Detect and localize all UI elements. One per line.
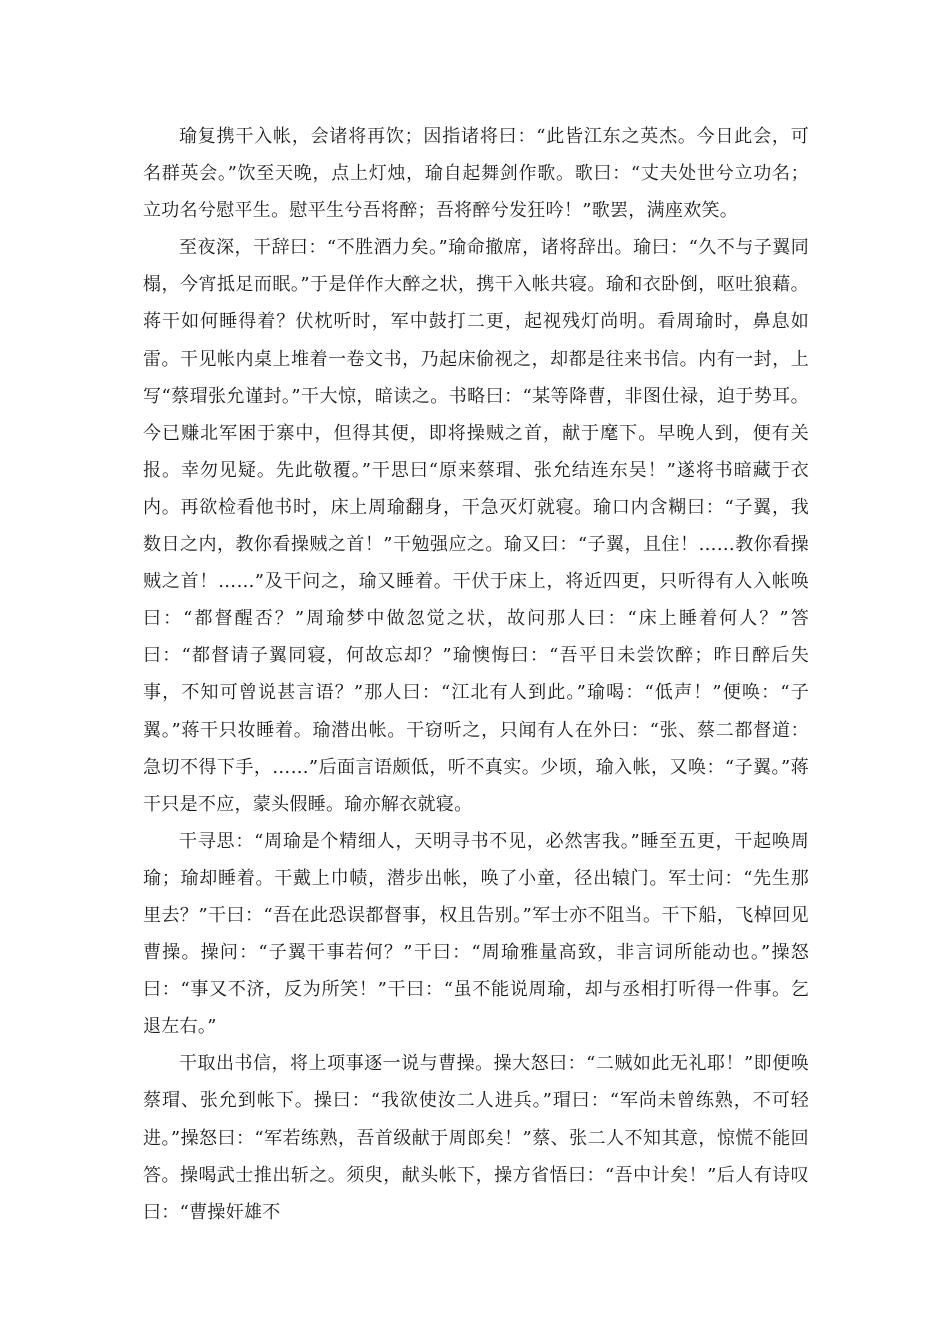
paragraph-1: 瑜复携干入帐，会诸将再饮；因指诸将曰：“此皆江东之英杰。今日此会，可名群英会。”饮至天晚，点上灯烛，瑜自起舞剑作歌。歌曰：“丈夫处世兮立功名；立功名兮慰平生。慰平生兮吾将醉；吾将醉兮发狂吟！”歌罢，满座欢笑。 [143,126,809,222]
paragraph-4: 干取出书信，将上项事逐一说与曹操。操大怒曰：“二贼如此无礼耶！”即便唤蔡瑁、张允到帐下。操曰：“我欲使汝二人进兵。”瑁曰：“军尚未曾练熟，不可轻进。”操怒曰：“军若练熟，吾首级献于周郎矣！”蔡、张二人不知其意，惊慌不能回答。操喝武士推出斩之。须臾，献头帐下，操方省悟曰：“吾中计矣！”后人有诗叹曰：“曹操奸雄不 [143,1053,809,1223]
document-body [143,118,809,1231]
paragraph-3: 干寻思：“周瑜是个精细人，天明寻书不见，必然害我。”睡至五更，干起唤周瑜；瑜却睡着。干戴上巾帻，潜步出帐，唤了小童，径出辕门。军士问：“先生那里去？”干曰：“吾在此恐误都督事，权且告别。”军士亦不阻当。干下船，飞棹回见曹操。操问：“子翼干事若何？”干曰：“周瑜雅量高致，非言词所能动也。”操怒曰：“事又不济，反为所笑！”干曰：“虽不能说周瑜，却与丞相打听得一件事。乞退左右。” [143,830,809,1038]
paragraph-2: 至夜深，干辞曰：“不胜酒力矣。”瑜命撤席，诸将辞出。瑜曰：“久不与子翼同榻，今宵抵足而眠。”于是佯作大醉之状，携干入帐共寝。瑜和衣卧倒，呕吐狼藉。蒋干如何睡得着？伏枕听时，军中鼓打二更，起视残灯尚明。看周瑜时，鼻息如雷。干见帐内桌上堆着一卷文书，乃起床偷视之，却都是往来书信。内有一封，上写“蔡瑁张允谨封。”干大惊，暗读之。书略曰：“某等降曹，非图仕禄，迫于势耳。今已赚北军困于寨中，但得其便，即将操贼之首，献于麾下。早晚人到，便有关报。幸勿见疑。先此敬覆。”干思曰“原来蔡瑁、张允结连东吴！”遂将书暗藏于衣内。再欲检看他书时，床上周瑜翻身，干急灭灯就寝。瑜口内含糊曰：“子翼，我数日之内，教你看操贼之首！”干勉强应之。瑜又曰：“子翼，且住！……教你看操贼之首！……”及干问之，瑜又睡着。干伏于床上，将近四更，只听得有人入帐唤曰：“都督醒否？”周瑜梦中做忽觉之状，故问那人曰：“床上睡着何人？”答曰：“都督请子翼同寝，何故忘却？”瑜懊悔曰：“吾平日未尝饮醉；昨日醉后失事，不知可曾说甚言语？”那人曰：“江北有人到此。”瑜喝：“低声！”便唤：“子翼。”蒋干只妆睡着。瑜潜出帐。干窃听之，只闻有人在外曰：“张、蔡二都督道：急切不得下手，……”后面言语颇低，听不真实。少顷，瑜入帐，又唤：“子翼。”蒋干只是不应，蒙头假睡。瑜亦解衣就寝。 [143,237,809,815]
